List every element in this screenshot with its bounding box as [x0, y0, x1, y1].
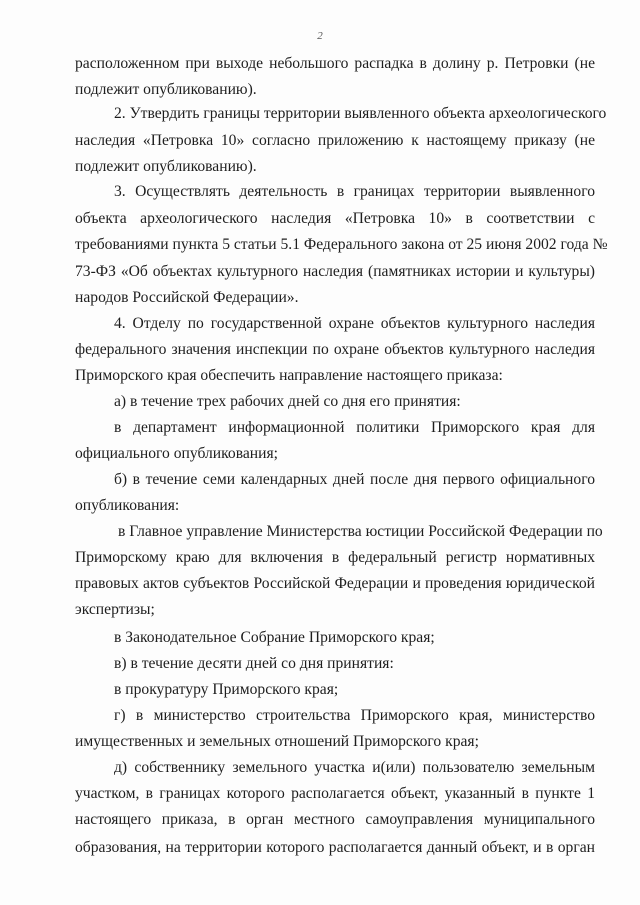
text-line: 4. Отделу по государственной охране объектов культурного наследия [114, 315, 595, 332]
text-line: официального опубликования; [75, 445, 278, 462]
text-line: г) в министерство строительства Приморского края, министерство [114, 707, 595, 724]
text-line: в) в течение десяти дней со дня принятия: [114, 655, 394, 672]
text-line: а) в течение трех рабочих дней со дня его принятия: [114, 393, 461, 410]
text-line: в Главное управление Министерства юстиции Российской Федерации по [118, 523, 603, 540]
text-line: участком, в границах которого располагается объект, указанный в пункте 1 [75, 785, 595, 802]
text-line: расположенном при выходе небольшого распадка в долину р. Петровки (не [75, 55, 595, 72]
text-line: 3. Осуществлять деятельность в границах территории выявленного [114, 183, 595, 200]
text-line: народов Российской Федерации». [75, 289, 299, 306]
page-number: 2 [317, 30, 323, 42]
text-line: настоящего приказа, в орган местного самоуправления муниципального [75, 811, 595, 828]
text-line: объекта археологического наследия «Петровка 10» в соответствии с [75, 210, 595, 227]
text-line: экспертизы; [75, 601, 155, 618]
text-line: Приморского края обеспечить направление настоящего приказа: [75, 367, 503, 384]
text-line: имущественных и земельных отношений Приморского края; [75, 733, 479, 750]
text-line: д) собственнику земельного участка и(или) пользователю земельным [114, 759, 595, 776]
text-line: образования, на территории которого располагается данный объект, и в орган [75, 839, 595, 856]
text-line: требованиями пункта 5 статьи 5.1 Федерального закона от 25 июня 2002 года № [75, 236, 608, 253]
text-line: подлежит опубликованию). [75, 81, 257, 98]
text-line: подлежит опубликованию). [75, 158, 257, 175]
text-line: Приморскому краю для включения в федеральный регистр нормативных [75, 549, 595, 566]
text-line: в Законодательное Собрание Приморского края; [114, 629, 435, 646]
text-line: б) в течение семи календарных дней после дня первого официального [114, 471, 595, 488]
text-line: в департамент информационной политики Приморского края для [114, 419, 595, 436]
text-line: федерального значения инспекции по охране объектов культурного наследия [75, 341, 595, 358]
text-line: 73-ФЗ «Об объектах культурного наследия (памятниках истории и культуры) [75, 263, 595, 280]
text-line: правовых актов субъектов Российской Федерации и проведения юридической [75, 575, 595, 592]
text-line: наследия «Петровка 10» согласно приложению к настоящему приказу (не [75, 132, 595, 149]
text-line: опубликования: [75, 497, 180, 514]
text-line: в прокуратуру Приморского края; [114, 681, 339, 698]
text-line: 2. Утвердить границы территории выявленного объекта археологического [114, 105, 607, 122]
